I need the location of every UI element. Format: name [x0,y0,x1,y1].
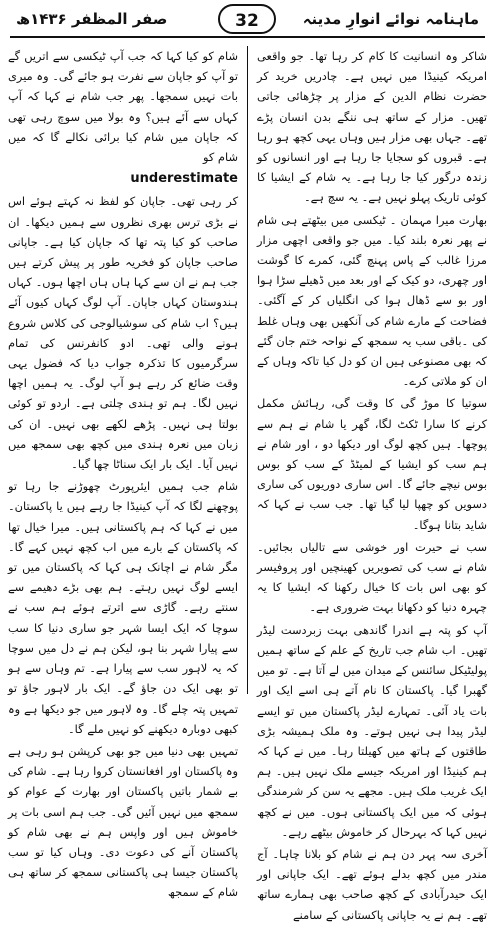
article-body [6,44,489,922]
paragraph: بھارت میرا مہمان ۔ ٹیکسی میں بیٹھتے ہی شام نے پھر نعرہ بلند کیا۔ میں جو واقعی اچھی مزار مرزا غالب کے پاس پہنچ گئی، کمرے کا گوشت اور چھری، دو کیک کے اور بعد میں ڈھیلے سڑا ہوا اور بو سے ڈھال ہوا کی انگلیاں کر کے آگئی۔ فضاحت کے مارے شام کی آنکھیں بھی وہاں غلط کی ۔باقی سب یہ سمجھ کے نواحہ ختم جان گئے کہ بھی مصنوعی ہیں ان کو دل کیا تاکہ وہاں کے ان کو ملاتی کرے۔ [257,212,487,389]
magazine-title: ماہنامہ نوائے انوارِ مدینہ [302,10,479,28]
paragraph: تمہیں بھی دنیا میں جو بھی کرپشن ہو رہی ہے وہ پاکستان اور افغانستان کروا رہا ہے۔ شام کی بے شمار باتیں پاکستان اور بھارت کے عوام کو سمجھ میں نہیں آئیں گی۔ جب ہم اسی بات پر خاموش ہیں اور واپس ہم نے بھی شام کو پاکستان آنے کی دعوت دی۔ وہاں کیا تو سب پاکستان جیسا ہی پاکستانی سمجھ کر ساتھ ہی شام کے سمجھ [7,743,238,900]
page-header [6,4,489,44]
magazine-page [6,4,489,922]
paragraph: شاکر وہ انسانیت کا کام کر رہا تھا۔ جو واقعی امریکہ کینیڈا میں نہیں ہے۔ چادریں خرید کر حضرت نظام الدین کے مزار پر چڑھائی جاتی تھیں۔ مزار کے ساتھ ہی ننگے بدن انسان پڑے تھے۔ جہاں بھی مزار ہیں وہاں یہی کچھ ہو رہا ہے۔ قبروں کو سجایا جا رہا ہے اور انسانوں کو زندہ درگور کیا جا رہا ہے۔ یہ شام کے ایشیا کا کوئی تاریک پہلو نہیں ہے۔ یہ سچ ہے۔ [257,49,487,205]
paragraph: سب نے حیرت اور خوشی سے تالیاں بجائیں۔ شام نے سب کی تصویریں کھینچیں اور پروفیسر کو بھی اس بات کا خیال رکھنا کہ ایشیا کا یہ چہرہ دنیا کو دکھانا بہت ضروری ہے۔ [257,539,487,615]
paragraph: کر رہی تھی۔ جاپان کو لفظ نہ کہتے ہوئے اس نے بڑی ترس بھری نظروں سے ہمیں دیکھا۔ ان صاحب کو کیا پتہ تھا کہ جاپان کیا ہے۔ جاپانی صاحب جاپان کو فخریہ طور پر پیش کرتے ہیں جب ہم نے ان سے کہا ہاں ہاں اچھا ہوں۔ کہاں ہندوستان کہاں جاپان۔ آپ لوگ کہاں کیوں آئے ہیں؟ اب شام کی سوشیالوجی کی کلاس شروع ہونے والی تھی۔ ادو کانفرنس کی تمام سرگرمیوں کا تذکرہ جواب دیا کہ فضول یہی وقت ضائع کر رہے ہو آپ لوگ۔ یہ ہمیں اچھا نہیں لگا۔ ہم تو ہندی چلتی ہے۔ اردو تو کوئی بولتا ہی نہیں۔ پڑھے لکھے بھی نہیں۔ ان کی زبان میں نعرہ ہندی میں کچھ بھی سمجھ میں نہیں آیا۔ ایک بار ایک سناٹا چھا گیا۔ [8,194,238,472]
paragraph: آپ کو پتہ ہے اندرا گاندھی بہت زبردست لیڈر تھیں۔ اب شام جب تاریخ کے علم کے ساتھ ہمیں پولیٹیکل سائنس کے میدان میں لے آتا ہے۔ تو میں گھبرا گیا۔ پاکستان کا نام آتے ہی اسے ایک اور بات یاد آئی۔ تمہارے لیڈر پاکستان میں تو ایسے لیڈر پیدا ہی نہیں ہوتے۔ وہ ملک ہمیشہ بڑی طاقتوں کے ہاتھ میں کھیلتا رہا۔ میں نے کہا کہ ہم کینیڈا اور امریکہ جیسے ملک نہیں ہیں۔ ہم ایک غریب ملک ہیں۔ مجھے یہ سن کر شرمندگی ہوئی کہ میں ایک پاکستانی ہوں۔ میں نے کچھ نہیں کہا کہ بہرحال کر خاموش بیٹھے رہے۔ [257,622,487,839]
issue-date: صفر المظفر ۱۴۳۶ھ [16,10,168,28]
header-divider [10,36,485,38]
paragraph: شام جب ہمیں ایئرپورٹ چھوڑنے جا رہا تو پوچھنے لگا کہ آپ کینیڈا جا رہے ہیں یا پاکستان۔ میں نے کہا کہ ہم پاکستانی ہیں۔ میرا خیال تھا کہ پاکستان کے بارے میں اب کچھ نہیں کہے گا۔ مگر شام نے اچانک ہی کہا کہ پاکستان میں تو ایسے لوگ نہیں رہتے۔ ہم بھی بڑے دھیمے سے سنتے رہے۔ گاڑی سے اترتے ہوئے ہم سب نے سوچا کہ ایک ایسا شہر جو ساری دنیا کا سب سے پیارا شہر بنا ہو، لیکن ہم نے دل میں سوچا کہ یہ لاہور سب سے پیارا ہے۔ تم وہاں سے ہو تو بھی ایک دن جاؤ گے۔ ایک بار لاہور جاؤ تو تمہیں پتہ چلے گا۔ وہ لاہور میں جو دیکھا ہے وہ کبھی دوبارہ دیکھنے کو نہیں ملے گا۔ [8,479,238,736]
left-column [7,46,238,900]
english-term: underestimate [130,171,238,187]
right-column [257,46,487,922]
paragraph: آخری سہ پہر دن ہم نے شام کو بلانا چاہا۔ آج مندر میں کچھ بدلے ہوئے تھے۔ ایک جاپانی اور ایک حیدرآبادی کے کچھ صاحب بھی ہمارے ساتھ تھے۔ ہم نے یہ جاپانی پاکستانی کے سامنے [257,846,487,922]
paragraph: شام کو کیا کہا کہ جب آپ ٹیکسی سے اتریں گے تو آپ کو جاپان سے نفرت ہو جائے گی۔ وہ میری بات نہیں سمجھا۔ پھر جب شام نے کہا کہ آپ کہاں سے آئے ہیں؟ وہ بولا میں سوچ رہی تھی کہ جاپان میں شام کیا برائی نکالے گا کہ میں شام کو [8,49,238,165]
column-divider [247,46,248,694]
paragraph: سوتیا کا موڑ گی کا وقت گی، رہائش مکمل کرنے کا سارا ٹکٹ لگا، گھر یا شام نے ہم سے پوچھا۔ ہیں کچھ لوگ اور دیکھا دو ، اور شام نے ہم سب کو ایشیا کے لمیٹڈ کے سب کو بوس بوس نیچے جائے گا۔ اس ساری دوریوں کی ساری دسویں کو چھپا لیا گیا تھا۔ جب سب نے کہا کہ شاید بتانا ہوگا۔ [257,396,487,532]
page-number-badge: 32 [218,4,276,34]
